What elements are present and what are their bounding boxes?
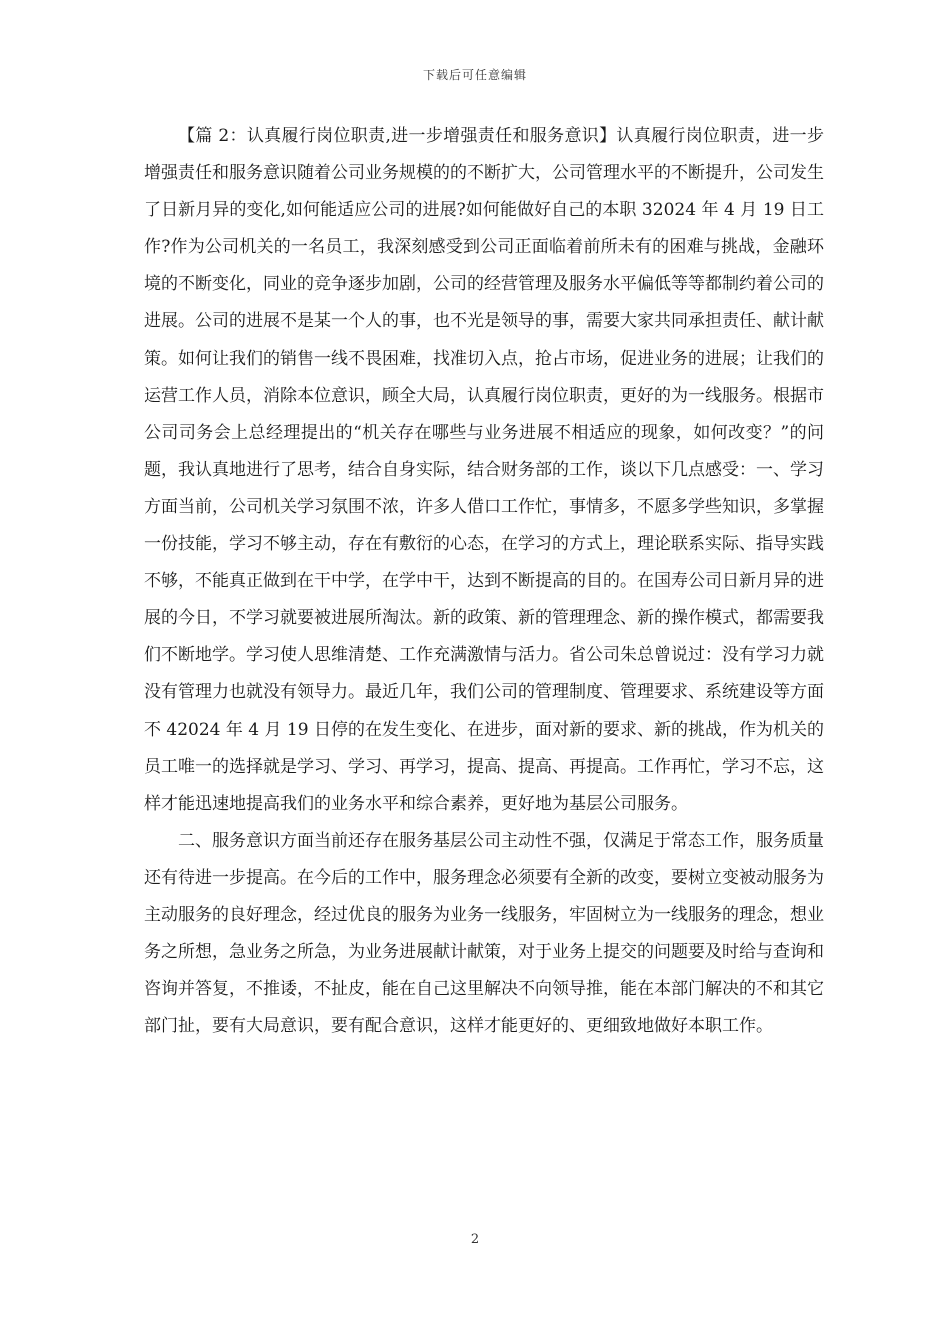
document-body xyxy=(144,118,824,1045)
page-header: 下载后可任意编辑 xyxy=(422,68,527,82)
paragraph-1: 【篇 2：认真履行岗位职责,进一步增强责任和服务意识】认真履行岗位职责，进一步增强责任和服务意识随着公司业务规模的的不断扩大，公司管理水平的不断提升，公司发生了日新月异的变化,如何能适应公司的进展?如何能做好自己的本职 32024 年 4 月 19 日工作?作为公司机关的一名员工，我深刻感受到公司正面临着前所未有的困难与挑战，金融环境的不断变化，同业的竞争逐步加剧，公司的经营管理及服务水平偏低等等都制约着公司的进展。公司的进展不是某一个人的事，也不光是领导的事，需要大家共同承担责任、献计献策。如何让我们的销售一线不畏困难，找准切入点，抢占市场，促进业务的进展；让我们的运营工作人员，消除本位意识，顾全大局，认真履行岗位职责，更好的为一线服务。根据市公司司务会上总经理提出的“机关存在哪些与业务进展不相适应的现象，如何改变？”的问题，我认真地进行了思考，结合自身实际，结合财务部的工作，谈以下几点感受：一、学习方面当前，公司机关学习氛围不浓，许多人借口工作忙，事情多，不愿多学些知识，多掌握一份技能，学习不够主动，存在有敷衍的心态，在学习的方式上，理论联系实际、指导实践不够，不能真正做到在干中学，在学中干，达到不断提高的目的。在国寿公司日新月异的进展的今日，不学习就要被进展所淘汰。新的政策、新的管理理念、新的操作模式，都需要我们不断地学。学习使人思维清楚、工作充满激情与活力。省公司朱总曾说过：没有学习力就没有管理力也就没有领导力。最近几年，我们公司的管理制度、管理要求、系统建设等方面不 42024 年 4 月 19 日停的在发生变化、在进步，面对新的要求、新的挑战，作为机关的员工唯一的选择就是学习、学习、再学习，提高、提高、再提高。工作再忙，学习不忘，这样才能迅速地提高我们的业务水平和综合素养，更好地为基层公司服务。 xyxy=(144,126,824,814)
paragraph-2: 二、服务意识方面当前还存在服务基层公司主动性不强，仅满足于常态工作，服务质量还有待进一步提高。在今后的工作中，服务理念必须要有全新的改变，要树立变被动服务为主动服务的良好理念，经过优良的服务为业务一线服务，牢固树立为一线服务的理念，想业务之所想，急业务之所急，为业务进展献计献策，对于业务上提交的问题要及时给与查询和咨询并答复，不推诿，不扯皮，能在自己这里解决不向领导推，能在本部门解决的不和其它部门扯，要有大局意识，要有配合意识，这样才能更好的、更细致地做好本职工作。 xyxy=(144,830,824,1037)
page-number: 2 xyxy=(470,1232,480,1247)
